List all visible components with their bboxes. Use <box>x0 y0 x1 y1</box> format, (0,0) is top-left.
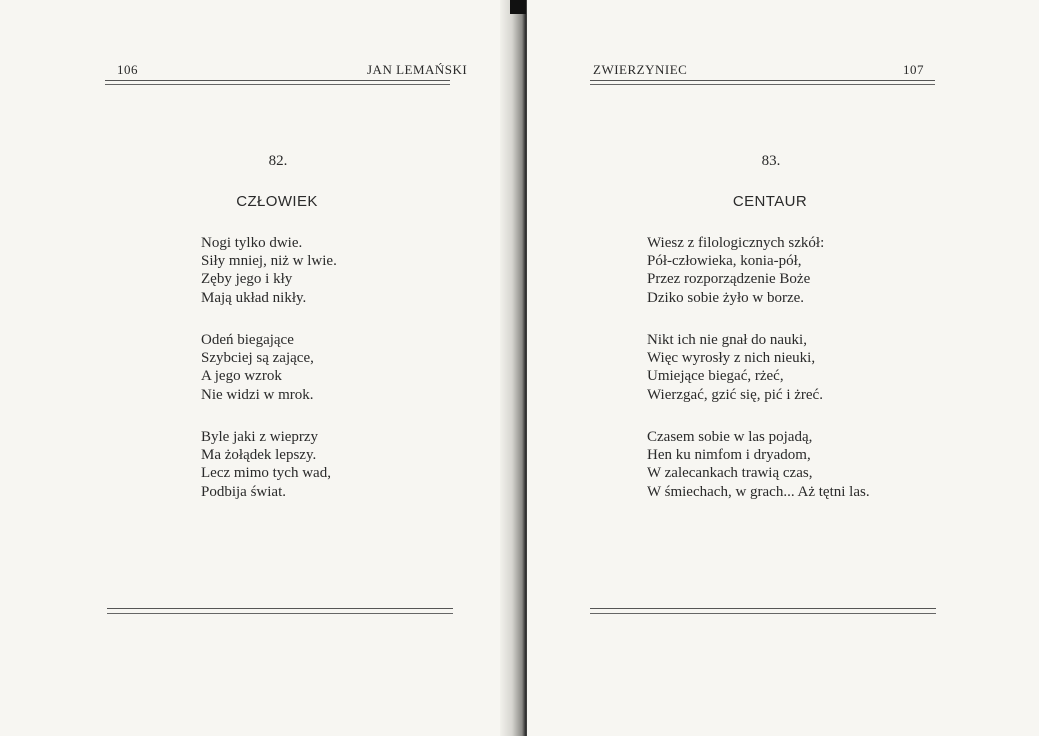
verse-line: Nie widzi w mrok. <box>201 386 314 403</box>
verse-line: Odeń biegające <box>201 332 294 348</box>
left-page-number: 106 <box>117 62 138 77</box>
right-stanza-1 <box>647 234 824 307</box>
verse-line: Zęby jego i kły <box>201 271 293 288</box>
verse-line: Nogi tylko dwie. <box>201 235 303 251</box>
left-poem-title: CZŁOWIEK <box>236 193 318 210</box>
right-poem-number: 83. <box>761 153 781 169</box>
verse-line: W zalecankach trawią czas, <box>647 465 813 482</box>
right-page <box>527 0 1039 736</box>
verse-line: Lecz mimo tych wad, <box>201 465 331 482</box>
book-binding-shadow <box>510 0 526 14</box>
left-stanza-1 <box>201 234 337 307</box>
right-footer-rule <box>590 608 936 609</box>
verse-line: Hen ku nimfom i dryadom, <box>647 447 811 464</box>
verse-line: Szybciej są zające, <box>201 350 314 367</box>
left-poem-number: 82. <box>268 153 288 169</box>
verse-line: Pół-człowieka, konia-pół, <box>647 253 802 270</box>
left-page <box>0 0 512 736</box>
right-stanza-2 <box>647 331 823 404</box>
right-footer-rule-2 <box>590 613 936 614</box>
left-footer-rule <box>107 608 453 609</box>
right-stanza-3 <box>647 428 870 501</box>
verse-line: Więc wyrosły z nich nieuki, <box>647 350 816 367</box>
left-running-head: JAN LEMAŃSKI <box>367 62 468 77</box>
verse-line: Wierzgać, gzić się, pić i żreć. <box>647 386 823 403</box>
verse-line: Przez rozporządzenie Boże <box>647 271 811 288</box>
verse-line: Podbija świat. <box>201 483 286 500</box>
verse-line: Dziko sobie żyło w borze. <box>647 289 805 306</box>
right-header-rule-2 <box>590 84 935 85</box>
left-stanza-3 <box>201 428 331 501</box>
right-page-number: 107 <box>903 62 924 77</box>
left-stanza-2 <box>201 331 314 404</box>
verse-line: W śmiechach, w grach... Aż tętni las. <box>647 483 870 500</box>
verse-line: Umiejące biegać, rżeć, <box>647 368 784 385</box>
left-header-rule <box>105 80 450 81</box>
verse-line: Nikt ich nie gnał do nauki, <box>647 332 807 348</box>
verse-line: Byle jaki z wieprzy <box>201 429 319 445</box>
left-header-rule-2 <box>105 84 450 85</box>
right-running-head: ZWIERZYNIEC <box>593 62 688 77</box>
verse-line: Siły mniej, niż w lwie. <box>201 253 337 270</box>
verse-line: Mają układ nikły. <box>201 289 307 306</box>
verse-line: Czasem sobie w las pojadą, <box>647 429 813 445</box>
verse-line: Ma żołądek lepszy. <box>201 447 317 464</box>
verse-line: A jego wzrok <box>201 368 282 385</box>
verse-line: Wiesz z filologicznych szkół: <box>647 235 825 251</box>
right-header-rule <box>590 80 935 81</box>
right-poem-title: CENTAUR <box>732 193 808 210</box>
left-footer-rule-2 <box>107 613 453 614</box>
